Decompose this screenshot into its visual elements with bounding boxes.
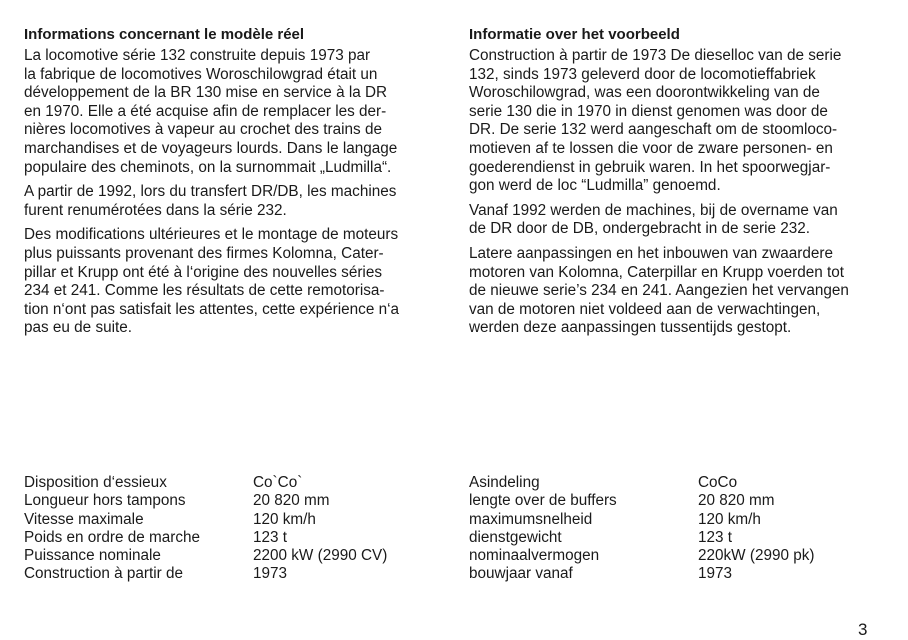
- spec-value: 1973: [698, 565, 733, 583]
- spec-value: 120 km/h: [253, 510, 316, 528]
- spec-row: [469, 474, 814, 492]
- french-section: [24, 26, 444, 344]
- spec-row: [24, 511, 387, 529]
- spec-value: 20 820 mm: [253, 492, 330, 510]
- spec-row: [24, 474, 387, 492]
- spec-label: Disposition d‘essieux: [24, 474, 167, 491]
- spec-value: Co`Co`: [253, 474, 303, 491]
- spec-value: 2200 kW (2990 CV): [253, 547, 388, 565]
- dutch-heading: Informatie over het voorbeeld: [469, 26, 680, 43]
- french-heading: Informations concernant le modèle réel: [24, 26, 305, 43]
- spec-row: [469, 492, 814, 510]
- dutch-paragraph-2: Vanaf 1992 werden de machines, bij de overname van de DR door de DB, ondergebracht in de serie 232.: [469, 201, 838, 238]
- spec-row: [24, 565, 387, 583]
- spec-row: [24, 547, 387, 565]
- french-paragraph-3: Des modifications ultérieures et le montage de moteurs plus puissants provenant des firmes Kolomna, Cater- pillar et Krupp ont été à l‘origine des nouvelles séries 234 et 241. Comme les résultats de cette remotorisa- tion n‘ont pas satisfait les attentes, cette expérience n‘a pas eu de suite.: [24, 226, 399, 337]
- spec-label: Poids en ordre de marche: [24, 528, 201, 546]
- spec-label: dienstgewicht: [469, 528, 562, 546]
- spec-value: 120 km/h: [698, 510, 761, 528]
- spec-value: 123 t: [253, 528, 288, 546]
- spec-label: Puissance nominale: [24, 547, 161, 565]
- spec-label: bouwjaar vanaf: [469, 565, 573, 583]
- page-number: 3: [858, 620, 868, 639]
- french-spec-table: [24, 474, 387, 584]
- dutch-spec-table: [469, 474, 814, 584]
- spec-value: CoCo: [698, 474, 738, 491]
- spec-row: [469, 565, 814, 583]
- dutch-paragraph-3: Latere aanpassingen en het inbouwen van zwaardere motoren van Kolomna, Caterpillar en Krupp voerden tot de nieuwe serie’s 234 en 241. Aangezien het vervangen van de motoren niet voldeed aan de verwachtingen, werden deze aanpassingen tussentijds gestopt.: [469, 244, 849, 337]
- spec-label: Construction à partir de: [24, 565, 183, 583]
- spec-row: [469, 547, 814, 565]
- spec-value: 1973: [253, 565, 288, 583]
- spec-label: Asindeling: [469, 474, 540, 491]
- spec-row: [469, 529, 814, 547]
- spec-row: [24, 492, 387, 510]
- dutch-section: [469, 26, 889, 344]
- spec-value: 220kW (2990 pk): [698, 547, 815, 565]
- spec-label: lengte over de buffers: [469, 492, 617, 510]
- french-paragraph-1: La locomotive série 132 construite depuis 1973 par la fabrique de locomotives Woroschilowgrad était un développement de la BR 130 mise en service à la DR en 1970. Elle a été acquise afin de remplacer les der- nières locomotives à vapeur au crochet des trains de marchandises et de voyageurs lourds. Dans le langage populaire des cheminots, on la surnommait „Ludmilla“.: [24, 47, 398, 176]
- spec-value: 20 820 mm: [698, 492, 775, 510]
- french-paragraph-2: A partir de 1992, lors du transfert DR/DB, les machines furent renumérotées dans la série 232.: [24, 183, 397, 219]
- spec-row: [24, 529, 387, 547]
- spec-value: 123 t: [698, 528, 733, 546]
- spec-label: Longueur hors tampons: [24, 492, 186, 510]
- dutch-paragraph-1: Construction à partir de 1973 De dieselloc van de serie 132, sinds 1973 geleverd door de locomotieffabriek Woroschilowgrad, was een doorontwikkeling van de serie 130 die in 1970 in dienst genomen was door de DR. De serie 132 werd aangeschaft om de stoomloco- motieven af te lossen die voor de zware personen- en goederendienst in gebruik waren. In het spoorwegjar- gon werd de loc “Ludmilla” genoemd.: [469, 47, 842, 195]
- spec-label: Vitesse maximale: [24, 510, 144, 528]
- spec-row: [469, 511, 814, 529]
- spec-label: nominaalvermogen: [469, 547, 600, 565]
- spec-label: maximumsnelheid: [469, 510, 593, 528]
